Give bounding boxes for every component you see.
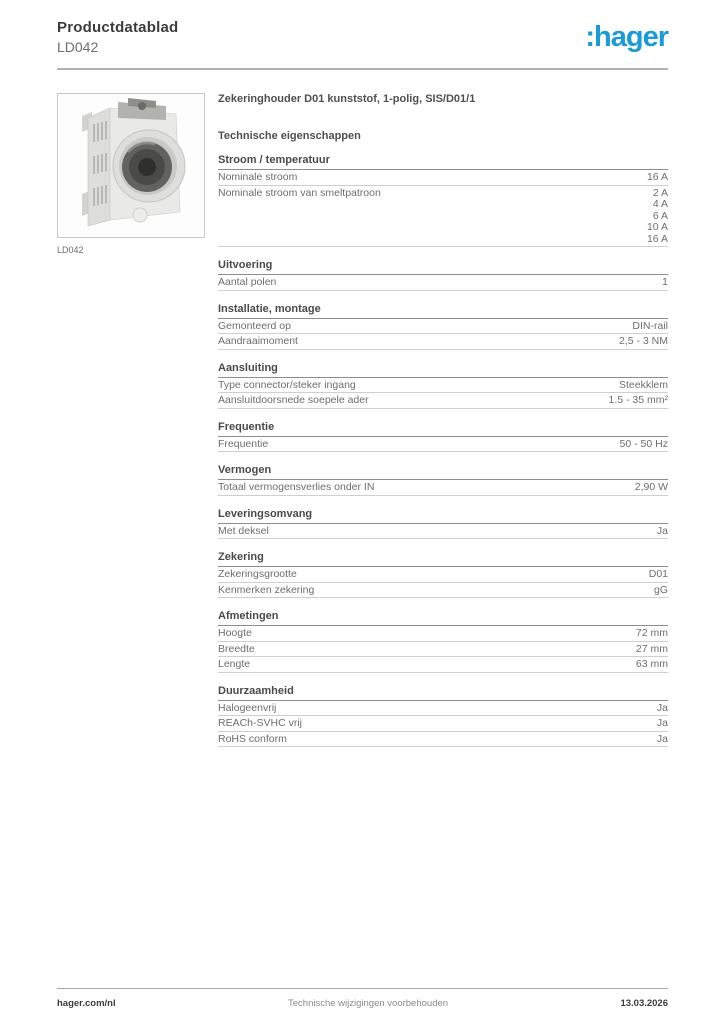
spec-row [218,319,668,335]
footer [57,988,668,1009]
spec-section [218,610,668,673]
spec-row [218,437,668,453]
spec-row [218,378,668,394]
spec-label: Breedte [218,642,255,655]
hager-logo: :hager [585,21,668,53]
spec-label: Totaal vermogensverlies onder IN [218,481,375,493]
spec-value: 2 A 4 A 6 A 10 A 16 A [646,186,668,245]
header-divider [57,68,668,70]
product-image-column [57,93,205,747]
spec-row [218,186,668,248]
spec-row [218,642,668,658]
spec-value: Ja [656,732,668,745]
specs-heading: Technische eigenschappen [218,130,361,142]
spec-section-title: Zekering [218,551,668,567]
spec-row [218,732,668,748]
product-image-caption: LD042 [57,245,84,255]
spec-value: 72 mm [635,627,668,639]
header [57,19,668,55]
spec-value: Ja [656,717,668,729]
spec-label: Halogeenvrij [218,701,277,714]
spec-row [218,334,668,350]
spec-label: Frequentie [218,437,269,450]
spec-section [218,154,668,247]
spec-value: 2,5 - 3 NM [618,335,668,347]
spec-label: Met deksel [218,524,269,537]
specs-column [218,93,668,747]
spec-row [218,480,668,496]
spec-label: REACh-SVHC vrij [218,717,303,729]
spec-value: 16 A [646,171,668,183]
spec-row [218,657,668,673]
product-title: Zekeringhouder D01 kunststof, 1-polig, SIS/D01/1 [218,93,476,105]
spec-row [218,626,668,642]
spec-value: gG [653,583,668,596]
spec-value: Ja [656,701,668,714]
spec-label: Aantal polen [218,276,277,288]
document-type-title: Productdatablad [57,19,179,36]
spec-value: Ja [656,524,668,537]
product-image-frame [57,93,205,238]
spec-section-title: Vermogen [218,464,668,480]
spec-section [218,464,668,496]
spec-label: Nominale stroom van smeltpatroon [218,186,381,199]
product-code: LD042 [57,39,99,55]
spec-value: 2,90 W [634,481,668,493]
spec-value: 1.5 - 35 mm² [608,394,668,406]
spec-row [218,524,668,540]
product-image [58,94,204,237]
spec-section-title: Afmetingen [218,610,668,626]
spec-section [218,362,668,409]
spec-section-title: Uitvoering [218,259,668,275]
spec-section-title: Installatie, montage [218,303,668,319]
spec-label: Gemonteerd op [218,319,291,332]
spec-value: 63 mm [635,658,668,670]
spec-value: Steekklem [618,378,668,391]
spec-section-title: Stroom / temperatuur [218,154,668,170]
spec-row [218,716,668,732]
spec-value: 1 [662,276,668,288]
spec-row [218,567,668,583]
spec-value: 50 - 50 Hz [619,437,668,450]
footer-disclaimer: Technische wijzigingen voorbehouden [288,998,449,1009]
spec-value: D01 [648,568,668,580]
footer-date: 13.03.2026 [620,998,668,1009]
spec-label: RoHS conform [218,732,287,745]
spec-label: Zekeringsgrootte [218,568,297,580]
spec-section [218,508,668,540]
spec-row [218,583,668,599]
spec-value: 27 mm [635,642,668,655]
spec-section [218,551,668,598]
spec-section-title: Aansluiting [218,362,668,378]
spec-row [218,275,668,291]
spec-label: Aandraaimoment [218,335,298,347]
spec-value: DIN-rail [632,319,668,332]
spec-section [218,685,668,748]
spec-row [218,701,668,717]
spec-label: Nominale stroom [218,171,298,183]
spec-label: Lengte [218,658,251,670]
spec-sections [218,154,668,747]
spec-label: Aansluitdoorsnede soepele ader [218,394,369,406]
spec-row [218,170,668,186]
spec-label: Type connector/steker ingang [218,378,356,391]
spec-section [218,259,668,291]
spec-section-title: Duurzaamheid [218,685,668,701]
spec-section-title: Frequentie [218,421,668,437]
main-content [57,93,668,747]
footer-website: hager.com/nl [57,998,116,1009]
spec-section [218,421,668,453]
spec-label: Kenmerken zekering [218,583,315,596]
spec-label: Hoogte [218,627,252,639]
spec-section-title: Leveringsomvang [218,508,668,524]
spec-section [218,303,668,350]
spec-row [218,393,668,409]
